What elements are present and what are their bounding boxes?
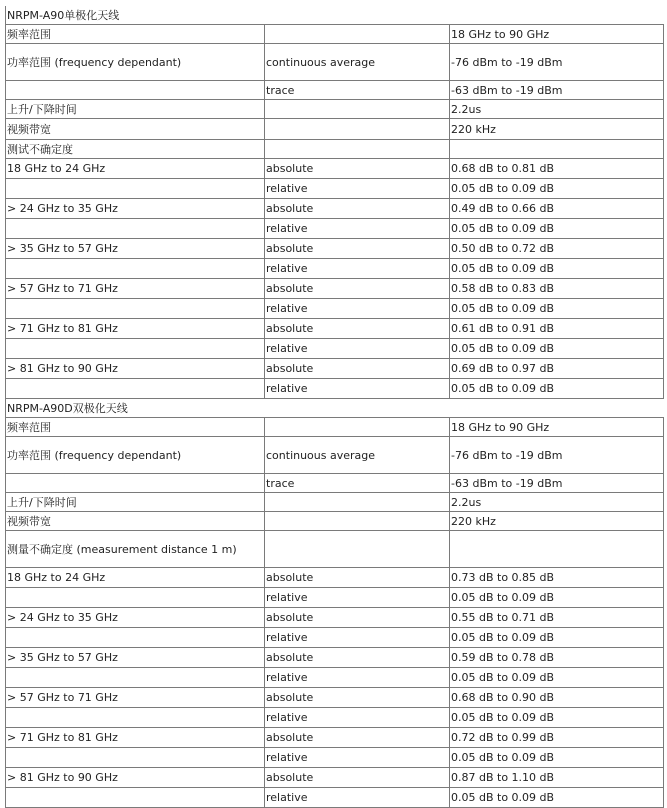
condition-cell: relative bbox=[265, 179, 450, 199]
table-row bbox=[6, 100, 664, 119]
condition-cell: continuous average bbox=[265, 437, 450, 474]
value-cell: 0.05 dB to 0.09 dB bbox=[450, 219, 664, 239]
value-cell: 0.05 dB to 0.09 dB bbox=[450, 628, 664, 648]
table-row bbox=[6, 512, 664, 531]
value-cell: -63 dBm to -19 dBm bbox=[450, 81, 664, 100]
table-row bbox=[6, 531, 664, 568]
section-title: NRPM-A90D双极化天线 bbox=[6, 399, 664, 418]
value-cell: 0.73 dB to 0.85 dB bbox=[450, 568, 664, 588]
value-cell: 18 GHz to 90 GHz bbox=[450, 25, 664, 44]
value-cell: 0.68 dB to 0.81 dB bbox=[450, 159, 664, 179]
parameter-cell: 上升/下降时间 bbox=[6, 100, 265, 119]
value-cell: -76 dBm to -19 dBm bbox=[450, 437, 664, 474]
table-row bbox=[6, 279, 664, 299]
table-row bbox=[6, 199, 664, 219]
parameter-cell bbox=[6, 339, 265, 359]
table-row bbox=[6, 339, 664, 359]
value-cell: 0.72 dB to 0.99 dB bbox=[450, 728, 664, 748]
parameter-cell: > 57 GHz to 71 GHz bbox=[6, 688, 265, 708]
parameter-cell: 18 GHz to 24 GHz bbox=[6, 159, 265, 179]
condition-cell: absolute bbox=[265, 239, 450, 259]
parameter-cell bbox=[6, 259, 265, 279]
condition-cell: relative bbox=[265, 708, 450, 728]
table-row bbox=[6, 728, 664, 748]
parameter-cell: 测试不确定度 bbox=[6, 140, 265, 159]
value-cell: 0.05 dB to 0.09 dB bbox=[450, 708, 664, 728]
table-row bbox=[6, 588, 664, 608]
table-row bbox=[6, 648, 664, 668]
condition-cell: relative bbox=[265, 219, 450, 239]
condition-cell: absolute bbox=[265, 199, 450, 219]
value-cell: 220 kHz bbox=[450, 512, 664, 531]
table-row bbox=[6, 418, 664, 437]
parameter-cell: 功率范围 (frequency dependant) bbox=[6, 44, 265, 81]
table-row bbox=[6, 259, 664, 279]
condition-cell: absolute bbox=[265, 279, 450, 299]
condition-cell bbox=[265, 100, 450, 119]
value-cell: 0.49 dB to 0.66 dB bbox=[450, 199, 664, 219]
parameter-cell: 频率范围 bbox=[6, 418, 265, 437]
parameter-cell: > 35 GHz to 57 GHz bbox=[6, 239, 265, 259]
table-row bbox=[6, 239, 664, 259]
parameter-cell: 视频带宽 bbox=[6, 119, 265, 140]
parameter-cell: > 35 GHz to 57 GHz bbox=[6, 648, 265, 668]
parameter-cell bbox=[6, 708, 265, 728]
parameter-cell bbox=[6, 748, 265, 768]
condition-cell: relative bbox=[265, 379, 450, 399]
value-cell: 0.05 dB to 0.09 dB bbox=[450, 668, 664, 688]
value-cell: 220 kHz bbox=[450, 119, 664, 140]
condition-cell: absolute bbox=[265, 768, 450, 788]
condition-cell bbox=[265, 25, 450, 44]
value-cell: 0.05 dB to 0.09 dB bbox=[450, 748, 664, 768]
value-cell: 0.59 dB to 0.78 dB bbox=[450, 648, 664, 668]
parameter-cell bbox=[6, 474, 265, 493]
parameter-cell: 上升/下降时间 bbox=[6, 493, 265, 512]
condition-cell: relative bbox=[265, 299, 450, 319]
value-cell: 0.05 dB to 0.09 dB bbox=[450, 379, 664, 399]
table-row bbox=[6, 748, 664, 768]
table-row bbox=[6, 474, 664, 493]
table-row bbox=[6, 568, 664, 588]
table-row bbox=[6, 25, 664, 44]
parameter-cell bbox=[6, 219, 265, 239]
condition-cell: continuous average bbox=[265, 44, 450, 81]
table-row bbox=[6, 81, 664, 100]
condition-cell bbox=[265, 493, 450, 512]
condition-cell bbox=[265, 418, 450, 437]
table-row bbox=[6, 437, 664, 474]
value-cell: 0.58 dB to 0.83 dB bbox=[450, 279, 664, 299]
value-cell: 0.05 dB to 0.09 dB bbox=[450, 259, 664, 279]
parameter-cell: 频率范围 bbox=[6, 25, 265, 44]
condition-cell: relative bbox=[265, 788, 450, 808]
table-row bbox=[6, 379, 664, 399]
parameter-cell: > 81 GHz to 90 GHz bbox=[6, 359, 265, 379]
condition-cell bbox=[265, 119, 450, 140]
spec-table bbox=[5, 6, 664, 808]
value-cell: 0.05 dB to 0.09 dB bbox=[450, 179, 664, 199]
parameter-cell: 测量不确定度 (measurement distance 1 m) bbox=[6, 531, 265, 568]
parameter-cell bbox=[6, 179, 265, 199]
condition-cell: absolute bbox=[265, 359, 450, 379]
condition-cell: relative bbox=[265, 339, 450, 359]
table-row bbox=[6, 319, 664, 339]
table-row bbox=[6, 668, 664, 688]
table-row bbox=[6, 44, 664, 81]
parameter-cell: > 71 GHz to 81 GHz bbox=[6, 319, 265, 339]
table-row bbox=[6, 493, 664, 512]
condition-cell bbox=[265, 531, 450, 568]
table-row bbox=[6, 159, 664, 179]
condition-cell: relative bbox=[265, 588, 450, 608]
value-cell: 0.87 dB to 1.10 dB bbox=[450, 768, 664, 788]
parameter-cell: > 71 GHz to 81 GHz bbox=[6, 728, 265, 748]
value-cell: 0.61 dB to 0.91 dB bbox=[450, 319, 664, 339]
condition-cell: relative bbox=[265, 259, 450, 279]
parameter-cell bbox=[6, 788, 265, 808]
table-row bbox=[6, 608, 664, 628]
value-cell: 0.05 dB to 0.09 dB bbox=[450, 788, 664, 808]
table-row bbox=[6, 359, 664, 379]
parameter-cell: > 24 GHz to 35 GHz bbox=[6, 608, 265, 628]
table-row bbox=[6, 688, 664, 708]
parameter-cell: 18 GHz to 24 GHz bbox=[6, 568, 265, 588]
value-cell: 0.55 dB to 0.71 dB bbox=[450, 608, 664, 628]
condition-cell: relative bbox=[265, 628, 450, 648]
parameter-cell bbox=[6, 379, 265, 399]
parameter-cell: > 81 GHz to 90 GHz bbox=[6, 768, 265, 788]
condition-cell: relative bbox=[265, 668, 450, 688]
parameter-cell: > 24 GHz to 35 GHz bbox=[6, 199, 265, 219]
table-row bbox=[6, 628, 664, 648]
parameter-cell bbox=[6, 588, 265, 608]
condition-cell: absolute bbox=[265, 568, 450, 588]
spec-table-body bbox=[6, 6, 664, 808]
condition-cell: absolute bbox=[265, 688, 450, 708]
parameter-cell bbox=[6, 299, 265, 319]
table-row bbox=[6, 179, 664, 199]
condition-cell: relative bbox=[265, 748, 450, 768]
condition-cell: absolute bbox=[265, 319, 450, 339]
condition-cell bbox=[265, 140, 450, 159]
section-header-row bbox=[6, 399, 664, 418]
value-cell: 0.50 dB to 0.72 dB bbox=[450, 239, 664, 259]
section-header-row bbox=[6, 6, 664, 25]
parameter-cell: 功率范围 (frequency dependant) bbox=[6, 437, 265, 474]
value-cell: 0.68 dB to 0.90 dB bbox=[450, 688, 664, 708]
value-cell: 18 GHz to 90 GHz bbox=[450, 418, 664, 437]
parameter-cell bbox=[6, 81, 265, 100]
section-title: NRPM-A90单极化天线 bbox=[6, 6, 664, 25]
value-cell: 0.05 dB to 0.09 dB bbox=[450, 588, 664, 608]
table-row bbox=[6, 219, 664, 239]
value-cell: -63 dBm to -19 dBm bbox=[450, 474, 664, 493]
table-row bbox=[6, 140, 664, 159]
value-cell: 2.2us bbox=[450, 493, 664, 512]
table-row bbox=[6, 708, 664, 728]
parameter-cell bbox=[6, 668, 265, 688]
table-row bbox=[6, 299, 664, 319]
value-cell: 0.05 dB to 0.09 dB bbox=[450, 299, 664, 319]
condition-cell: trace bbox=[265, 474, 450, 493]
value-cell: 2.2us bbox=[450, 100, 664, 119]
condition-cell bbox=[265, 512, 450, 531]
parameter-cell bbox=[6, 628, 265, 648]
condition-cell: trace bbox=[265, 81, 450, 100]
value-cell: -76 dBm to -19 dBm bbox=[450, 44, 664, 81]
table-row bbox=[6, 119, 664, 140]
value-cell bbox=[450, 140, 664, 159]
value-cell: 0.05 dB to 0.09 dB bbox=[450, 339, 664, 359]
condition-cell: absolute bbox=[265, 159, 450, 179]
condition-cell: absolute bbox=[265, 648, 450, 668]
value-cell: 0.69 dB to 0.97 dB bbox=[450, 359, 664, 379]
parameter-cell: > 57 GHz to 71 GHz bbox=[6, 279, 265, 299]
parameter-cell: 视频带宽 bbox=[6, 512, 265, 531]
value-cell bbox=[450, 531, 664, 568]
condition-cell: absolute bbox=[265, 728, 450, 748]
condition-cell: absolute bbox=[265, 608, 450, 628]
table-row bbox=[6, 788, 664, 808]
